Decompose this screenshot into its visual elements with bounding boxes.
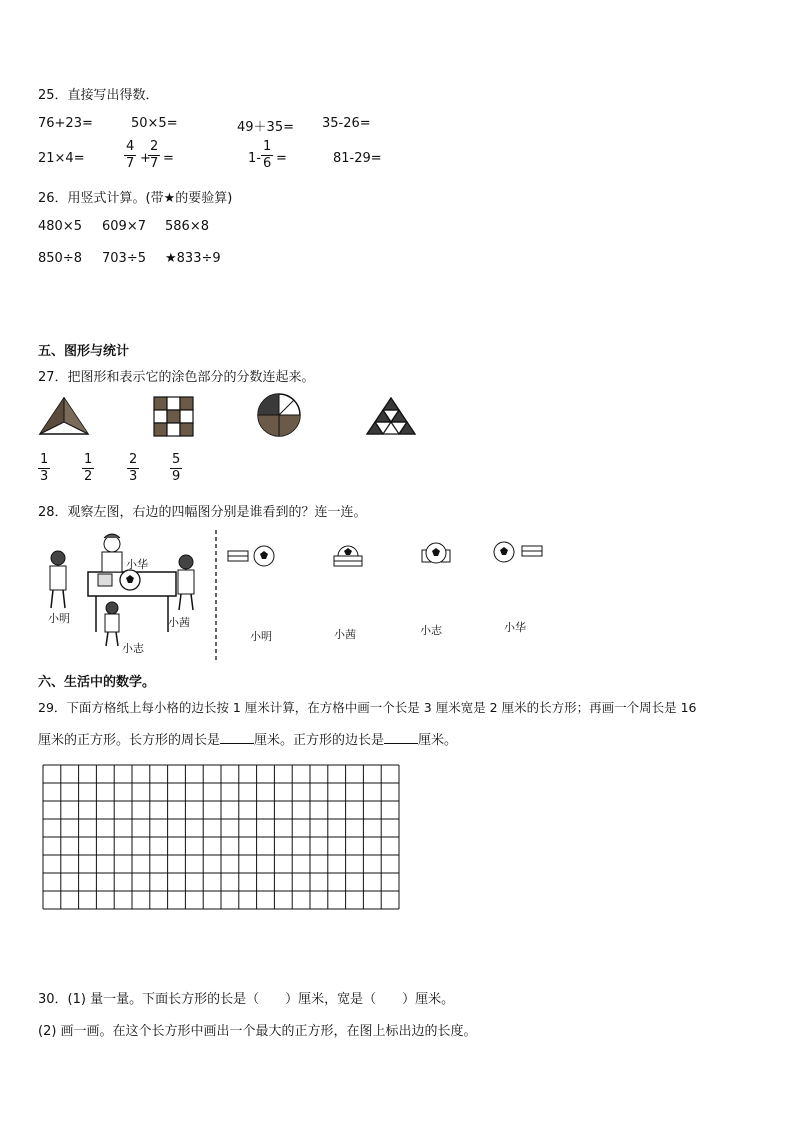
answer-blank[interactable] [220, 731, 254, 744]
q25-title: 25．直接写出得数． [38, 88, 159, 103]
grid-paper[interactable] [42, 764, 400, 910]
circle-shape-figure [256, 392, 302, 438]
q25-item: 35-26= [322, 116, 371, 131]
section-title: 五、图形与统计 [38, 344, 130, 359]
view-label: 小明 [250, 630, 272, 643]
fraction: $\frac{1}{6}$ [263, 139, 272, 171]
q26-title: 26．用竖式计算。(带★的要验算) [38, 191, 233, 206]
view-ball-front-box [418, 540, 454, 568]
section-title: 六、生活中的数学。 [38, 675, 156, 690]
view-ball-behind-box [330, 542, 366, 570]
q25-item: 81-29= [333, 151, 382, 166]
q25-item: 50×5= [131, 116, 178, 131]
q26-item: 609×7 [102, 219, 146, 234]
fraction-option: $\frac{1}{3}$ [40, 452, 49, 484]
q30-line2: (2) 画一画。在这个长方形中画出一个最大的正方形，在图上标出边的长度。 [38, 1024, 477, 1039]
grid-square-figure [153, 396, 195, 436]
q26-item: ★833÷9 [165, 251, 221, 266]
q27-title: 27．把图形和表示它的涂色部分的分数连起来。 [38, 370, 315, 385]
view-label: 小华 [504, 621, 526, 634]
q26-item: 850÷8 [38, 251, 82, 266]
q29-line2: 厘米的正方形。长方形的周长是 厘米。正方形的边长是 厘米。 [38, 733, 458, 748]
view-label: 小茜 [334, 628, 356, 641]
triangle-grid-figure [366, 396, 416, 436]
q25-item: 76+23= [38, 116, 93, 131]
q29-line1: 29．下面方格纸上每小格的边长按 1 厘米计算，在方格中画一个长是 3 厘米宽是 2 厘米的长方形；再画一个周长是 16 [38, 700, 697, 715]
name-label: 小志 [122, 642, 144, 655]
fraction-option: $\frac{5}{9}$ [172, 452, 181, 484]
q26-item: 703÷5 [102, 251, 146, 266]
dashed-divider [214, 530, 218, 660]
answer-blank[interactable] [384, 731, 418, 744]
q26-item: 586×8 [165, 219, 209, 234]
q30-line1: 30．(1) 量一量。下面长方形的长是（ ）厘米，宽是（ ）厘米。 [38, 992, 455, 1007]
q25-item: 21×4= [38, 151, 85, 166]
fraction: $\frac{4}{7}$ [126, 139, 135, 171]
name-label: 小茜 [168, 616, 190, 629]
q28-title: 28．观察左图，右边的四幅图分别是谁看到的？连一连。 [38, 505, 367, 520]
q26-item: 480×5 [38, 219, 82, 234]
view-label: 小志 [420, 624, 442, 637]
view-box-ball [226, 544, 282, 570]
name-label: 小明 [48, 612, 70, 625]
triangle-shape-figure [38, 396, 90, 436]
name-label: 小华 [126, 558, 148, 571]
fraction: $\frac{2}{7}$ [150, 139, 159, 171]
q25-item: 49＋35= [237, 120, 294, 135]
fraction-option: $\frac{2}{3}$ [129, 452, 138, 484]
view-ball-box [492, 540, 548, 566]
fraction-option: $\frac{1}{2}$ [84, 452, 93, 484]
